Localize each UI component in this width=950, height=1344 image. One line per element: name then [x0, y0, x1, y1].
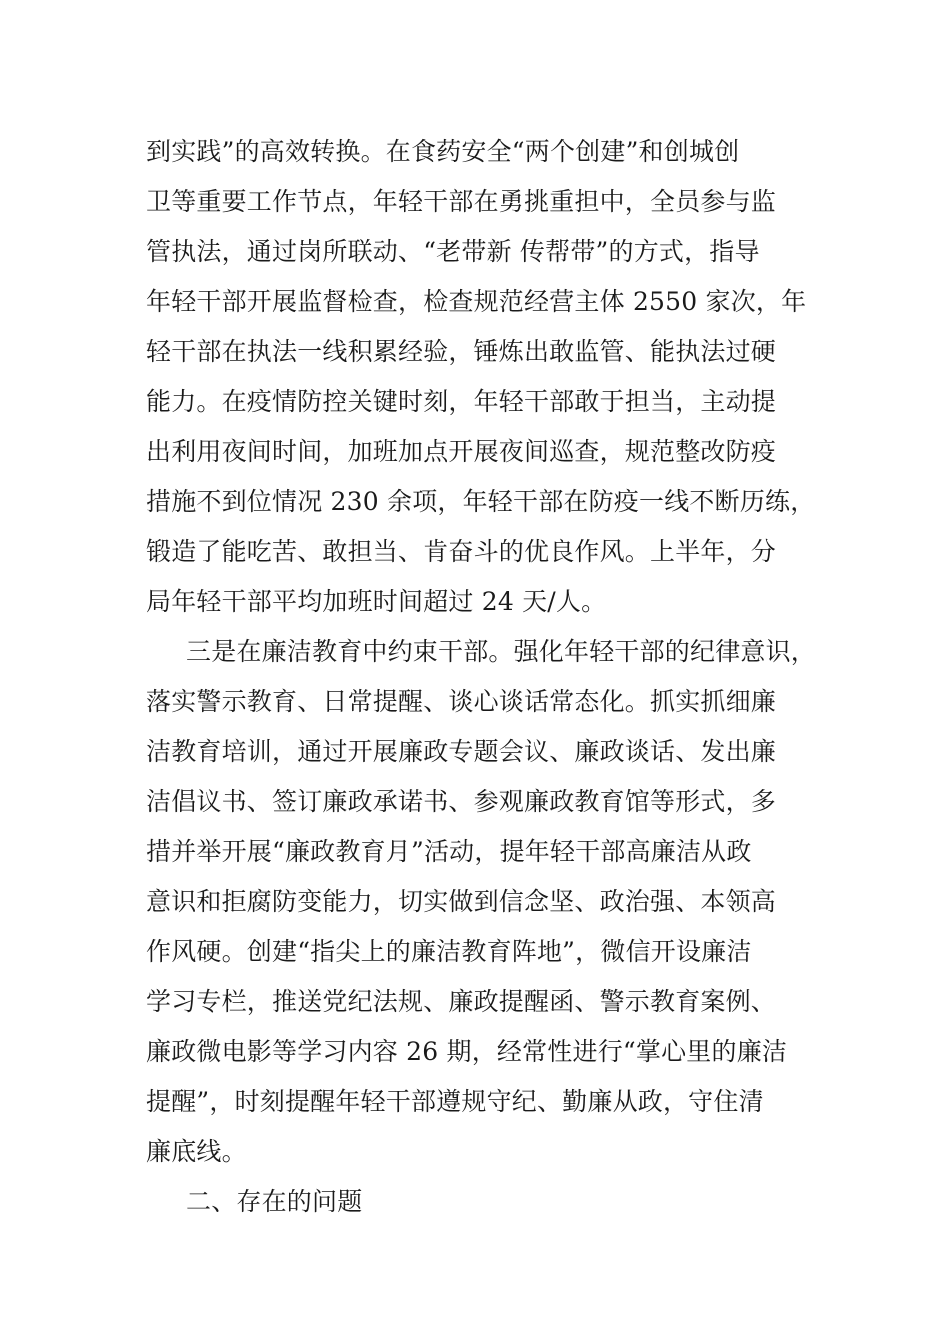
body-text-line: 提醒”，时刻提醒年轻干部遵规守纪、勤廉从政，守住清 [146, 1087, 764, 1116]
body-text-line: 卫等重要工作节点，年轻干部在勇挑重担中，全员参与监 [146, 187, 777, 216]
body-text-line: 出利用夜间时间，加班加点开展夜间巡查，规范整改防疫 [146, 437, 777, 466]
body-text-line: 洁教育培训，通过开展廉政专题会议、廉政谈话、发出廉 [146, 737, 777, 766]
body-text-line: 廉底线。 [146, 1137, 247, 1166]
body-text-line: 锻造了能吃苦、敢担当、肯奋斗的优良作风。上半年，分 [146, 537, 777, 566]
body-text-line: 廉政微电影等学习内容 26 期，经常性进行“掌心里的廉洁 [146, 1037, 788, 1066]
body-text-line: 洁倡议书、签订廉政承诺书、参观廉政教育馆等形式，多 [146, 787, 777, 816]
body-text-line: 轻干部在执法一线积累经验，锤炼出敢监管、能执法过硬 [146, 337, 777, 366]
section-heading: 二、存在的问题 [186, 1187, 363, 1216]
body-text-line: 年轻干部开展监督检查，检查规范经营主体 2550 家次，年 [146, 287, 807, 316]
body-text-line: 措并举开展“廉政教育月”活动，提年轻干部高廉洁从政 [146, 837, 752, 866]
body-text-line: 学习专栏，推送党纪法规、廉政提醒函、警示教育案例、 [146, 987, 777, 1016]
body-text-line: 意识和拒腐防变能力，切实做到信念坚、政治强、本领高 [146, 887, 777, 916]
paragraph-first-line: 三是在廉洁教育中约束干部。强化年轻干部的纪律意识， [186, 637, 817, 666]
body-text-line: 局年轻干部平均加班时间超过 24 天/人。 [146, 587, 607, 616]
body-text-line: 管执法，通过岗所联动、“老带新 传帮带”的方式，指导 [146, 237, 760, 266]
body-text-line: 到实践”的高效转换。在食药安全“两个创建”和创城创 [146, 137, 740, 166]
body-text-line: 落实警示教育、日常提醒、谈心谈话常态化。抓实抓细廉 [146, 687, 777, 716]
body-text-line: 作风硬。创建“指尖上的廉洁教育阵地”，微信开设廉洁 [146, 937, 752, 966]
body-text-line: 能力。在疫情防控关键时刻，年轻干部敢于担当，主动提 [146, 387, 777, 416]
body-text-line: 措施不到位情况 230 余项，年轻干部在防疫一线不断历练， [146, 487, 816, 516]
